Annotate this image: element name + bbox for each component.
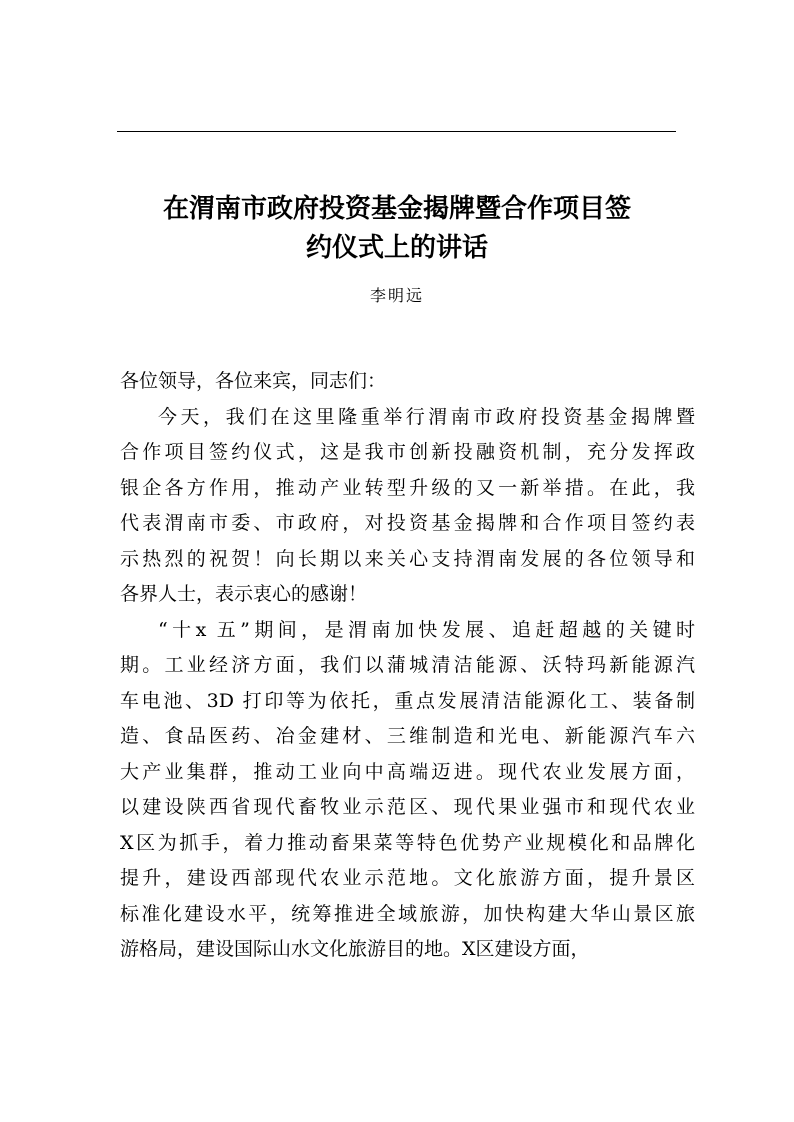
title-line-2: 约仪式上的讲话	[305, 233, 488, 263]
body-line: 银企各方作用，推动产业转型升级的又一新举措。在此，我	[120, 476, 695, 499]
body-line: 今天，我们在这里隆重举行渭南市政府投资基金揭牌暨	[158, 405, 695, 428]
document-title	[100, 190, 694, 268]
title-line-1: 在渭南市政府投资基金揭牌暨合作项目签	[162, 194, 631, 224]
body-line: 标准化建设水平，统筹推进全域旅游，加快构建大华山景区旅	[120, 902, 695, 925]
body-line: 以建设陕西省现代畜牧业示范区、现代果业强市和现代农业	[120, 796, 695, 818]
body-line: X区为抓手，着力推动畜果菜等特色优势产业规模化和品牌化	[120, 831, 695, 854]
body-line: 提升，建设西部现代农业示范地。文化旅游方面，提升景区	[120, 867, 695, 889]
body-line: 游格局，建设国际山水文化旅游目的地。X区建设方面，	[120, 938, 590, 960]
author-name: 李明远	[369, 286, 424, 305]
body-line: 示热烈的祝贺！向长期以来关心支持渭南发展的各位领导和	[120, 547, 695, 570]
body-line: 期。工业经济方面，我们以蒲城清洁能源、沃特玛新能源汽	[120, 654, 695, 676]
header-rule	[117, 131, 676, 132]
body-line: 大产业集群，推动工业向中高端迈进。现代农业发展方面，	[120, 760, 695, 783]
body-line: 各位领导，各位来宾，同志们：	[120, 370, 387, 392]
speech-body	[120, 369, 695, 973]
body-line: 车电池、3D 打印等为依托，重点发展清洁能源化工、装备制	[120, 689, 695, 712]
body-line: “十x 五”期间，是渭南加快发展、追赶超越的关键时	[158, 618, 695, 641]
body-line: 各界人士，表示衷心的感谢！	[120, 583, 368, 605]
body-line: 合作项目签约仪式，这是我市创新投融资机制，充分发挥政	[120, 441, 695, 463]
body-line: 造、食品医药、冶金建材、三维制造和光电、新能源汽车六	[120, 725, 695, 747]
body-line: 代表渭南市委、市政府，对投资基金揭牌和合作项目签约表	[120, 512, 695, 534]
